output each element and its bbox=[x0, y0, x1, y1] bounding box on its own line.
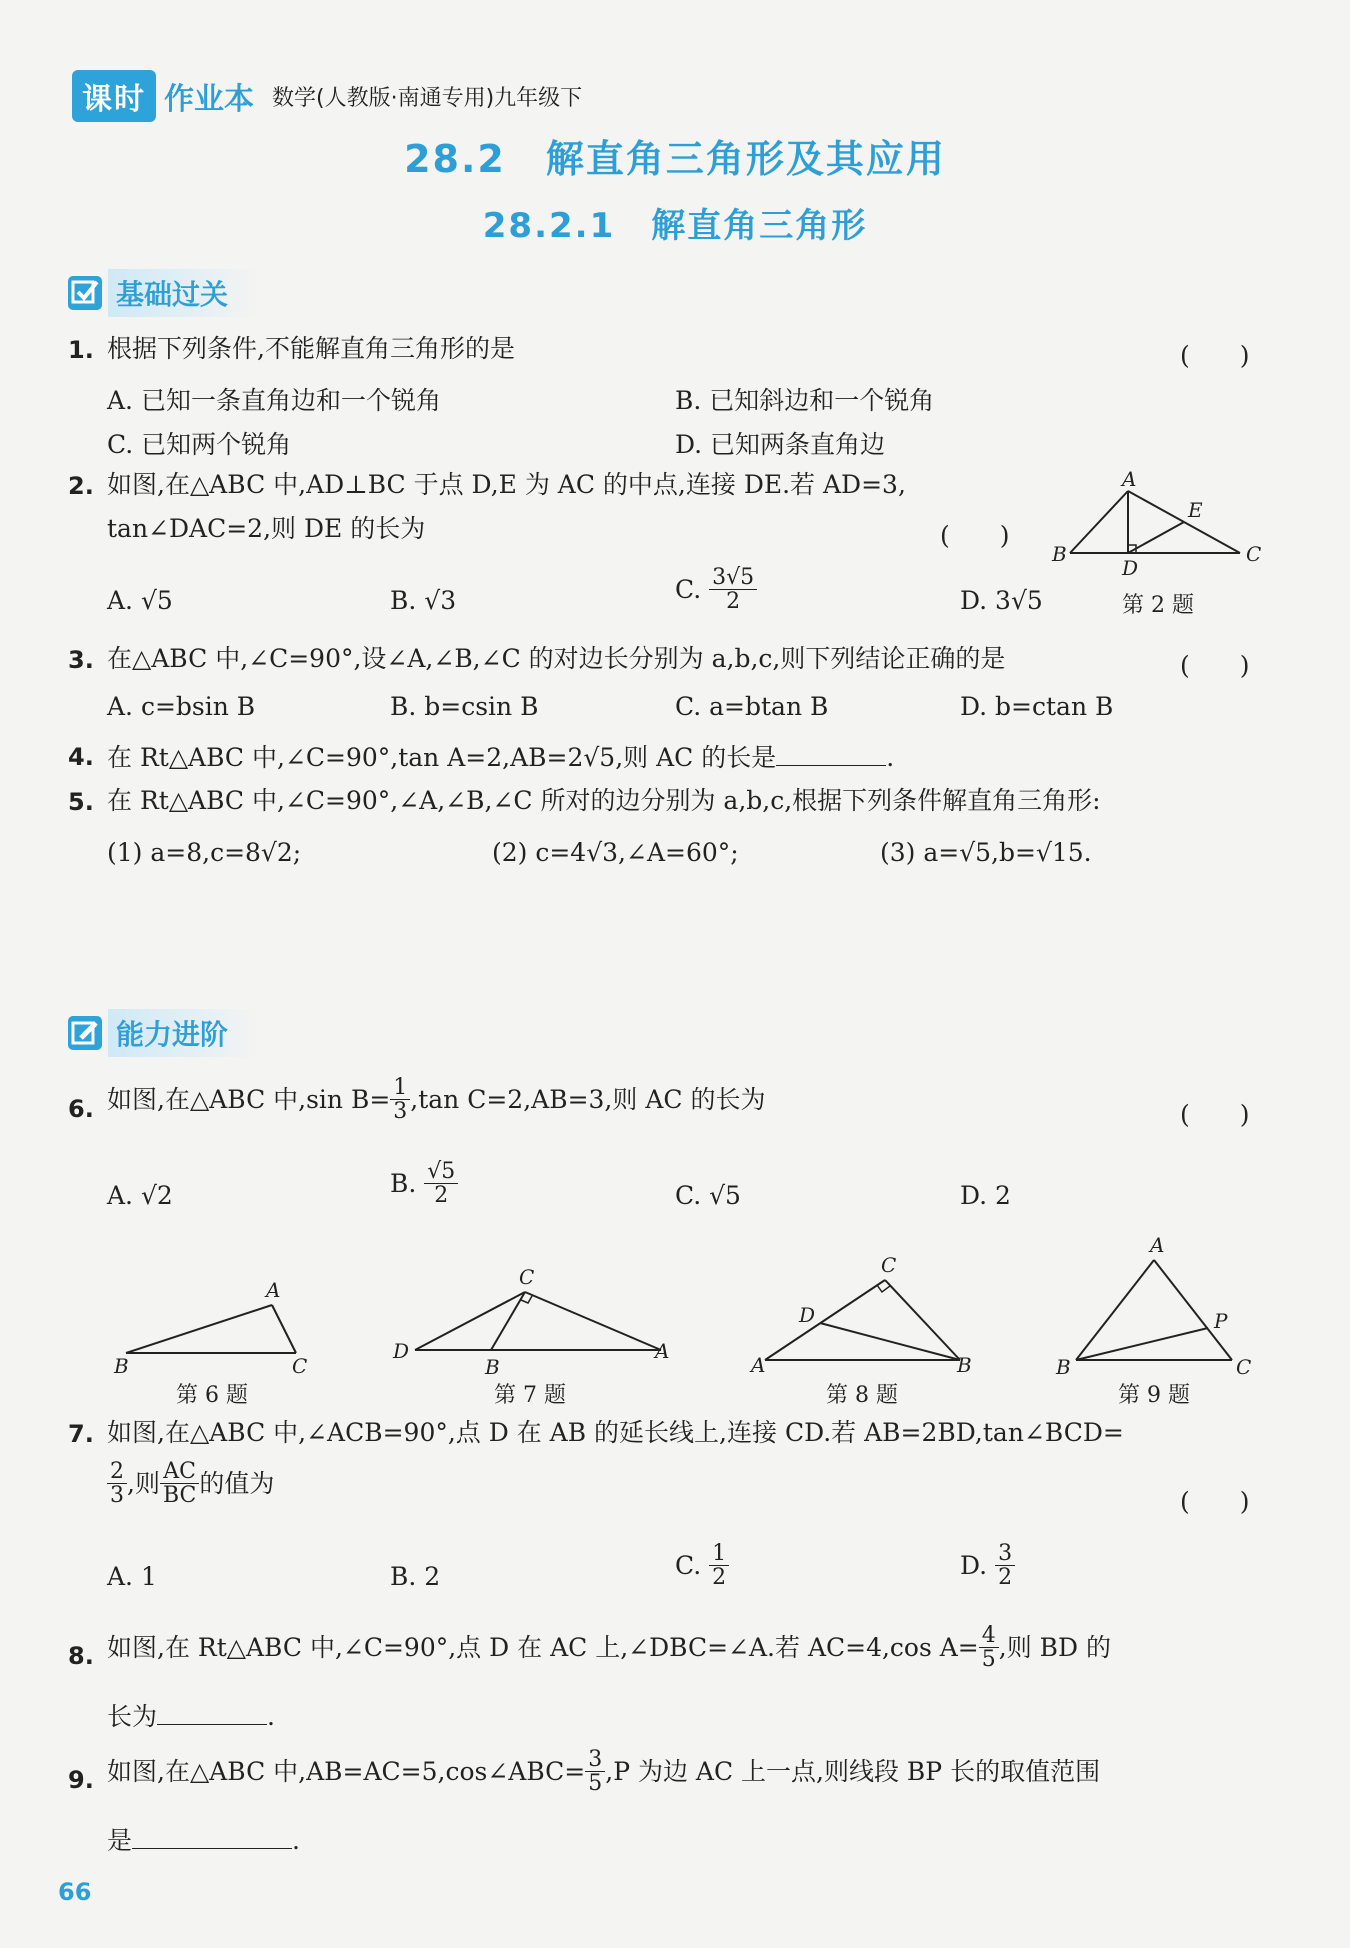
page-number: 66 bbox=[58, 1878, 92, 1906]
q7-answer-paren[interactable]: ( ) bbox=[1180, 1487, 1250, 1516]
q1-number: 1. bbox=[68, 336, 94, 364]
q3-option-a[interactable]: A. c=bsin B bbox=[107, 692, 256, 721]
q8-text-pre: 如图,在 Rt△ABC 中,∠C=90°,点 D 在 AC 上,∠DBC=∠A.若 AC=4,cos A= bbox=[107, 1633, 979, 1663]
q3-answer-paren[interactable]: ( ) bbox=[1180, 651, 1250, 680]
q8-label-c: C bbox=[881, 1253, 897, 1277]
q7-option-d-fraction: $\frac{3}{2}$ bbox=[995, 1542, 1015, 1589]
q7-text-mid: ,则 bbox=[127, 1469, 160, 1499]
q9-label-p: P bbox=[1214, 1309, 1228, 1333]
q8-text-post: ,则 BD 的 bbox=[998, 1633, 1112, 1663]
q8-label-a: A bbox=[751, 1353, 766, 1375]
q9-figure bbox=[1050, 1232, 1270, 1375]
q8-fraction: $\frac{4}{5}$ bbox=[979, 1624, 999, 1671]
q6-option-b[interactable] bbox=[390, 1160, 458, 1207]
q7-option-c-label: C. bbox=[675, 1551, 702, 1581]
q2-number: 2. bbox=[68, 472, 94, 500]
q3-option-b[interactable]: B. b=csin B bbox=[390, 692, 539, 721]
q5-part-1: (1) a=8,c=8√2; bbox=[107, 838, 302, 867]
book-subtitle: 数学(人教版·南通专用)九年级下 bbox=[272, 85, 583, 111]
q8-text-line2-start: 长为 bbox=[107, 1702, 158, 1731]
q1-answer-paren[interactable]: ( ) bbox=[1180, 341, 1250, 370]
q2-figure bbox=[1040, 465, 1270, 575]
q2-option-c[interactable] bbox=[675, 566, 757, 613]
q1-option-b[interactable]: B. 已知斜边和一个锐角 bbox=[675, 386, 935, 415]
q8-text-line2 bbox=[107, 1702, 275, 1729]
q9-end: . bbox=[292, 1826, 300, 1855]
q6-text-post: ,tan C=2,AB=3,则 AC 的长为 bbox=[410, 1085, 766, 1115]
q8-number: 8. bbox=[68, 1642, 94, 1670]
section-basic-header bbox=[68, 272, 258, 314]
q3-option-c[interactable]: C. a=btan B bbox=[675, 692, 829, 721]
q9-caption: 第 9 题 bbox=[1118, 1383, 1190, 1408]
q7-option-d[interactable] bbox=[960, 1542, 1015, 1589]
q7-text-line2 bbox=[107, 1460, 274, 1507]
q8-end: . bbox=[267, 1702, 275, 1731]
section-title: 28.2 解直角三角形及其应用 bbox=[404, 137, 946, 181]
pencil-icon bbox=[68, 1016, 102, 1050]
q2-option-d[interactable]: D. 3√5 bbox=[960, 586, 1043, 615]
section-basic-label: 基础过关 bbox=[108, 269, 258, 317]
q6-label-b: B bbox=[114, 1354, 129, 1375]
q5-part-2: (2) c=4√3,∠A=60°; bbox=[492, 838, 739, 867]
q7-option-d-label: D. bbox=[960, 1551, 988, 1581]
q1-option-d[interactable]: D. 已知两条直角边 bbox=[675, 430, 886, 459]
q2-caption: 第 2 题 bbox=[1122, 593, 1194, 618]
q5-text: 在 Rt△ABC 中,∠C=90°,∠A,∠B,∠C 所对的边分别为 a,b,c,根据下列条件解直角三角形: bbox=[107, 786, 1101, 815]
q2-text-line2: tan∠DAC=2,则 DE 的长为 bbox=[107, 514, 426, 543]
q7-option-c-fraction: $\frac{1}{2}$ bbox=[709, 1542, 729, 1589]
q9-label-c: C bbox=[1236, 1355, 1252, 1375]
q7-fraction-tan: $\frac{2}{3}$ bbox=[107, 1460, 127, 1507]
q4-text bbox=[107, 743, 894, 770]
q1-text: 根据下列条件,不能解直角三角形的是 bbox=[107, 334, 515, 363]
q7-figure bbox=[385, 1260, 675, 1375]
q2-option-c-fraction: $\frac{3√5}{2}$ bbox=[709, 566, 757, 613]
q4-answer-blank[interactable] bbox=[776, 743, 886, 766]
q7-label-b: B bbox=[485, 1355, 500, 1375]
q4-question: 在 Rt△ABC 中,∠C=90°,tan A=2,AB=2√5,则 AC 的长是 bbox=[107, 743, 777, 772]
q7-option-b[interactable]: B. 2 bbox=[390, 1562, 441, 1591]
q2-option-a[interactable]: A. √5 bbox=[107, 586, 173, 615]
q8-caption: 第 8 题 bbox=[826, 1383, 898, 1408]
q9-text-line2-start: 是 bbox=[107, 1826, 133, 1855]
brand-name: 作业本 bbox=[164, 82, 254, 117]
q6-text bbox=[107, 1076, 765, 1123]
q6-label-c: C bbox=[292, 1354, 308, 1375]
q8-answer-blank[interactable] bbox=[157, 1702, 267, 1725]
q7-label-c: C bbox=[519, 1265, 535, 1289]
q9-text-line2 bbox=[107, 1826, 300, 1853]
q3-option-d[interactable]: D. b=ctan B bbox=[960, 692, 1114, 721]
q8-figure bbox=[745, 1250, 985, 1375]
q6-option-b-fraction: $\frac{√5}{2}$ bbox=[424, 1160, 458, 1207]
q2-text-line1: 如图,在△ABC 中,AD⊥BC 于点 D,E 为 AC 的中点,连接 DE.若 AD=3, bbox=[107, 470, 906, 499]
q1-option-c[interactable]: C. 已知两个锐角 bbox=[107, 430, 292, 459]
q2-label-d: D bbox=[1122, 556, 1139, 575]
q2-label-a: A bbox=[1122, 467, 1137, 491]
q6-option-d[interactable]: D. 2 bbox=[960, 1181, 1011, 1210]
q9-text-post: ,P 为边 AC 上一点,则线段 BP 长的取值范围 bbox=[605, 1757, 1101, 1787]
q6-option-a[interactable]: A. √2 bbox=[107, 1181, 173, 1210]
q2-label-e: E bbox=[1188, 498, 1203, 522]
section-advanced-label: 能力进阶 bbox=[108, 1009, 258, 1057]
header-brand bbox=[72, 70, 582, 122]
q2-label-b: B bbox=[1052, 542, 1067, 566]
subsection-title: 28.2.1 解直角三角形 bbox=[482, 206, 868, 246]
q9-fraction: $\frac{3}{5}$ bbox=[585, 1748, 605, 1795]
q6-label-a: A bbox=[266, 1278, 281, 1302]
q6-figure bbox=[100, 1275, 320, 1375]
q6-answer-paren[interactable]: ( ) bbox=[1180, 1100, 1250, 1129]
q7-option-c[interactable] bbox=[675, 1542, 729, 1589]
q2-option-b[interactable]: B. √3 bbox=[390, 586, 457, 615]
q4-end: . bbox=[886, 743, 895, 772]
q7-number: 7. bbox=[68, 1420, 94, 1448]
q7-text-end: 的值为 bbox=[199, 1469, 275, 1499]
q9-answer-blank[interactable] bbox=[132, 1826, 292, 1849]
q1-option-a[interactable]: A. 已知一条直角边和一个锐角 bbox=[107, 386, 441, 415]
checkbox-icon bbox=[68, 276, 102, 310]
q7-caption: 第 7 题 bbox=[494, 1383, 566, 1408]
q6-fraction: $\frac{1}{3}$ bbox=[390, 1076, 410, 1123]
brand-logo: 课时 bbox=[72, 70, 156, 122]
q2-label-c: C bbox=[1246, 542, 1262, 566]
q7-text-line1: 如图,在△ABC 中,∠ACB=90°,点 D 在 AB 的延长线上,连接 CD.若 AB=2BD,tan∠BCD= bbox=[107, 1418, 1124, 1447]
q6-option-b-label: B. bbox=[390, 1169, 417, 1199]
q9-number: 9. bbox=[68, 1766, 94, 1794]
q7-label-d: D bbox=[393, 1339, 410, 1363]
q6-option-c[interactable]: C. √5 bbox=[675, 1181, 741, 1210]
q7-option-a[interactable]: A. 1 bbox=[107, 1562, 157, 1591]
q4-number: 4. bbox=[68, 743, 94, 771]
q9-text-line1 bbox=[107, 1748, 1100, 1795]
q5-number: 5. bbox=[68, 788, 94, 816]
q9-label-a: A bbox=[1150, 1233, 1165, 1257]
q3-text: 在△ABC 中,∠C=90°,设∠A,∠B,∠C 的对边长分别为 a,b,c,则下列结论正确的是 bbox=[107, 644, 1006, 673]
q5-part-3: (3) a=√5,b=√15. bbox=[880, 838, 1092, 867]
q6-number: 6. bbox=[68, 1095, 94, 1123]
q7-fraction-ratio: $\frac{AC}{BC}$ bbox=[160, 1460, 199, 1507]
q3-number: 3. bbox=[68, 646, 94, 674]
q8-label-d: D bbox=[799, 1303, 816, 1327]
q8-text-line1 bbox=[107, 1624, 1111, 1671]
q8-label-b: B bbox=[957, 1353, 972, 1375]
q6-text-pre: 如图,在△ABC 中,sin B= bbox=[107, 1085, 391, 1115]
q2-answer-paren[interactable]: ( ) bbox=[940, 521, 1010, 550]
q9-label-b: B bbox=[1056, 1355, 1071, 1375]
section-advanced-header bbox=[68, 1012, 258, 1054]
q7-label-a: A bbox=[655, 1339, 670, 1363]
q2-option-c-label: C. bbox=[675, 575, 702, 605]
q9-text-pre: 如图,在△ABC 中,AB=AC=5,cos∠ABC= bbox=[107, 1757, 586, 1787]
q6-caption: 第 6 题 bbox=[176, 1383, 248, 1408]
